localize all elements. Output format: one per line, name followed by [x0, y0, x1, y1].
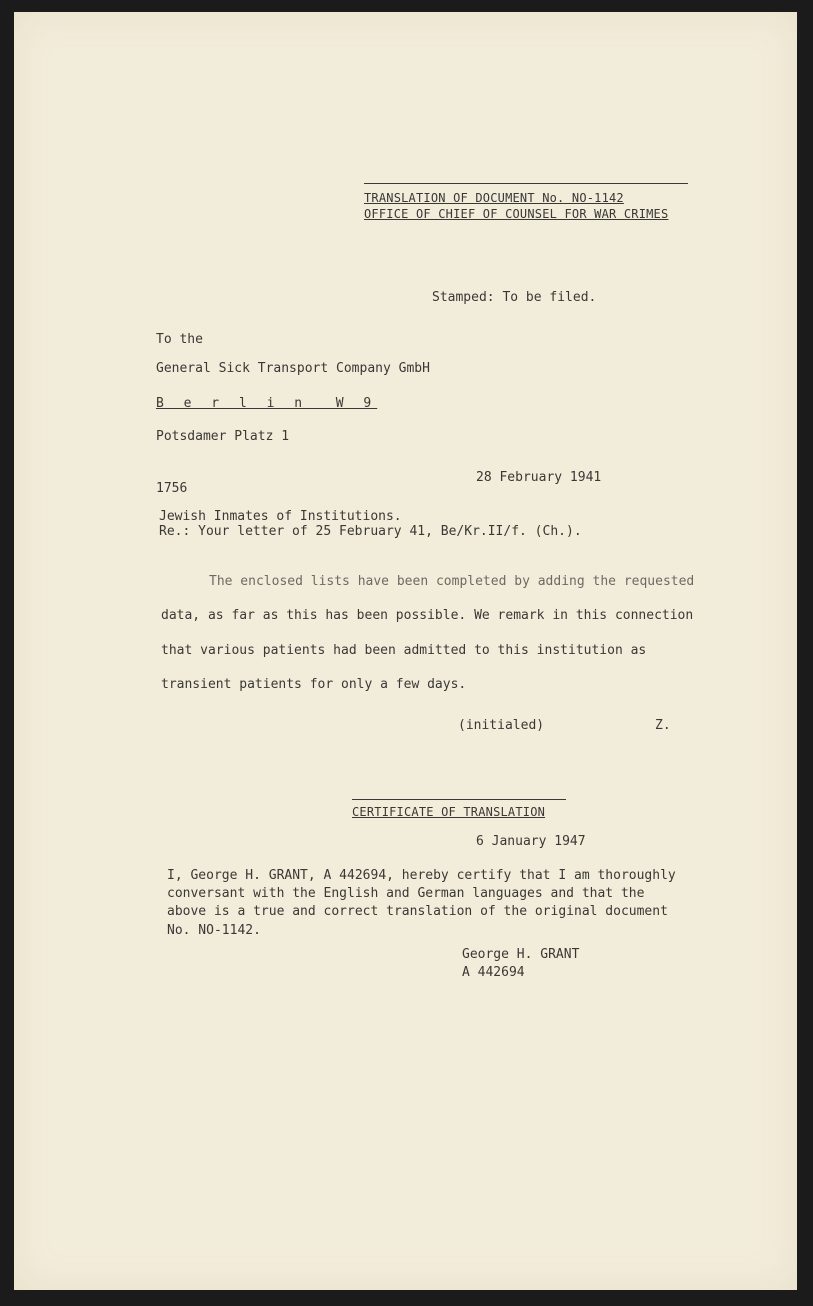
stamp-note: Stamped: To be filed. — [432, 290, 597, 305]
document-title: TRANSLATION OF DOCUMENT No. NO-1142 — [364, 191, 624, 205]
certificate-line-1: I, George H. GRANT, A 442694, hereby certify that I am thoroughly — [167, 868, 676, 883]
signer-id: A 442694 — [462, 965, 525, 980]
certificate-line-2: conversant with the English and German languages and that the — [167, 886, 645, 901]
body-line-1: The enclosed lists have been completed by adding the requested — [209, 574, 695, 589]
reference-line: Re.: Your letter of 25 February 41, Be/Kr.II/f. (Ch.). — [159, 524, 582, 539]
reference-number: 1756 — [156, 481, 188, 496]
subject-line: Jewish Inmates of Institutions. — [159, 509, 402, 524]
body-line-4: transient patients for only a few days. — [161, 677, 467, 692]
address-street: Potsdamer Platz 1 — [156, 429, 290, 444]
certificate-date: 6 January 1947 — [476, 834, 586, 849]
body-line-2: data, as far as this has been possible. We remark in this connection — [161, 608, 694, 623]
address-city: B e r l i n W 9 — [156, 396, 378, 411]
header-top-rule — [364, 183, 688, 184]
address-line-2: General Sick Transport Company GmbH — [156, 361, 430, 376]
initialed-label: (initialed) — [458, 718, 545, 733]
certificate-line-3: above is a true and correct translation of the original document — [167, 904, 668, 919]
office-title: OFFICE OF CHIEF OF COUNSEL FOR WAR CRIMES — [364, 207, 669, 221]
initial-mark: Z. — [655, 718, 671, 733]
body-line-3: that various patients had been admitted to this institution as — [161, 643, 647, 658]
address-line-1: To the — [156, 332, 203, 347]
certificate-line-4: No. NO-1142. — [167, 923, 261, 938]
certificate-top-rule — [352, 799, 566, 800]
letter-date: 28 February 1941 — [476, 470, 602, 485]
document-page — [14, 12, 797, 1290]
signer-name: George H. GRANT — [462, 947, 580, 962]
certificate-title: CERTIFICATE OF TRANSLATION — [352, 805, 546, 819]
